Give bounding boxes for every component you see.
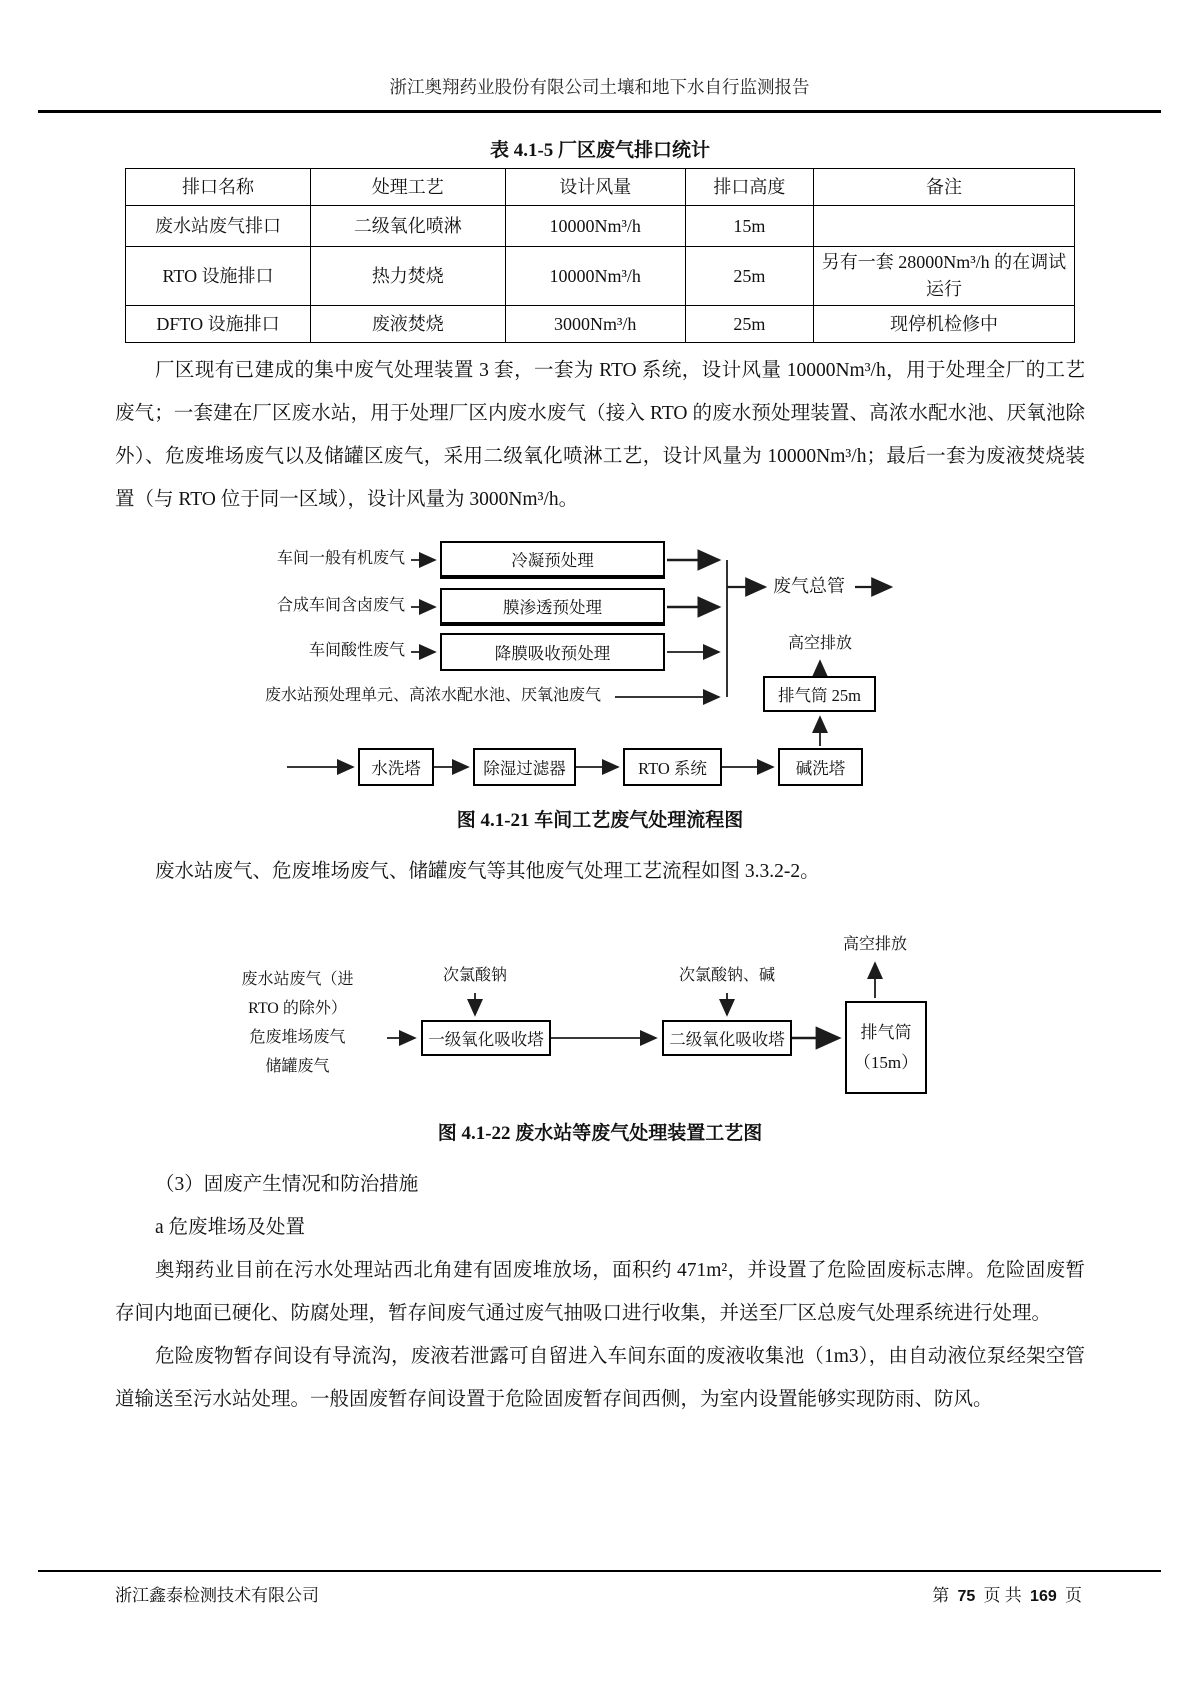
table-header-row <box>126 169 1075 206</box>
process-box-second-oxidation-tower: 二级氧化吸收塔 <box>662 1020 792 1056</box>
table-cell: 25m <box>685 306 813 343</box>
table-cell: 二级氧化喷淋 <box>311 206 506 247</box>
table-cell: 25m <box>685 247 813 306</box>
table-row <box>126 247 1075 306</box>
flow-label-halogen-gas: 合成车间含卤废气 <box>276 597 405 614</box>
table-cell: 10000Nm³/h <box>505 247 685 306</box>
footer-page-prefix: 第 <box>932 1586 950 1605</box>
process-box-falling-film-absorption: 降膜吸收预处理 <box>440 633 665 671</box>
flow-label-high-altitude-discharge: 高空排放 <box>787 635 852 652</box>
flow-label-acid-gas: 车间酸性废气 <box>308 642 405 659</box>
table-cell: 热力焚烧 <box>311 247 506 306</box>
table-cell: 15m <box>685 206 813 247</box>
table-row <box>126 306 1075 343</box>
footer-company: 浙江鑫泰检测技术有限公司 <box>115 1586 319 1605</box>
table-header-cell: 处理工艺 <box>311 169 506 206</box>
paragraph-other-gas: 废水站废气、危废堆场废气、储罐废气等其他废气处理工艺流程如图 3.3.2-2。 <box>154 861 820 882</box>
page-footer <box>38 1570 1161 1606</box>
table-header-cell: 排口名称 <box>126 169 311 206</box>
stack-label-line: 排气筒 <box>860 1022 912 1042</box>
flow-diagram-wastewater-station-gas <box>115 901 1085 1111</box>
figure2-caption: 图 4.1-22 废水站等废气处理装置工艺图 <box>437 1123 763 1144</box>
table-header-cell: 设计风量 <box>505 169 685 206</box>
table-cell: RTO 设施排口 <box>126 247 311 306</box>
report-title: 浙江奥翔药业股份有限公司土壤和地下水自行监测报告 <box>389 77 810 97</box>
footer-page-info <box>930 1581 1084 1606</box>
heading-hazardous-waste: a 危废堆场及处置 <box>154 1217 305 1238</box>
process-box-membrane-pretreatment: 膜渗透预处理 <box>440 588 665 626</box>
stack-label-line: （15m） <box>853 1052 919 1072</box>
paragraph-temporary-storage: 危险废物暂存间设有导流沟，废液若泄露可自留进入车间东面的废液收集池（1m3），由自动液位泵经架空管道输送至污水站处理。一般固废暂存间设置于危险固废暂存间西侧，为室内设置能够实现防雨、防风。 <box>115 1346 1085 1410</box>
page-header <box>38 0 1161 113</box>
table-header-cell: 排口高度 <box>685 169 813 206</box>
flow-source-line: 废水站废气（进 <box>241 971 354 988</box>
footer-page-total: 169 <box>1030 1588 1057 1605</box>
heading-solid-waste: （3）固废产生情况和防治措施 <box>154 1174 419 1195</box>
table-cell <box>813 206 1074 247</box>
table-cell: 另有一套 28000Nm³/h 的在调试运行 <box>813 247 1074 306</box>
flow-source-label-block <box>210 965 385 1081</box>
table-cell: 10000Nm³/h <box>505 206 685 247</box>
footer-page-middle: 页 共 <box>983 1586 1022 1605</box>
process-box-rto-system: RTO 系统 <box>623 748 722 786</box>
footer-page-suffix: 页 <box>1065 1586 1082 1605</box>
paragraph-overview: 厂区现有已建成的集中废气处理装置 3 套，一套为 RTO 系统，设计风量 10000Nm³/h，用于处理全厂的工艺废气；一套建在厂区废水站，用于处理厂区内废水废气（接入 RTO 的废水预处理装置、高浓水配水池、厌氧池除外）、危废堆场废气以及储罐区废气，采用二级氧化喷淋工艺，设计风量为 10000Nm³/h；最后一套为废液焚烧装置（与 RTO 位于同一区域），设计风量为 3000Nm³/h。 <box>115 360 1085 510</box>
flow-source-line: 储罐废气 <box>265 1058 330 1075</box>
flow-source-line: RTO 的除外） <box>248 1000 347 1017</box>
flow-label-naclo-dosing: 次氯酸钠 <box>442 967 507 984</box>
table-cell: DFTO 设施排口 <box>126 306 311 343</box>
table-header-cell: 备注 <box>813 169 1074 206</box>
table-cell: 废液焚烧 <box>311 306 506 343</box>
process-box-stack-15m <box>845 1001 927 1094</box>
process-box-stack-25m: 排气筒 25m <box>763 676 876 712</box>
footer-page-number: 75 <box>957 1588 976 1605</box>
figure1-caption: 图 4.1-21 车间工艺废气处理流程图 <box>456 810 744 831</box>
process-box-dehumid-filter: 除湿过滤器 <box>473 748 576 786</box>
flow-source-line: 危废堆场废气 <box>249 1029 346 1046</box>
exhaust-outlet-table <box>125 168 1075 343</box>
flow-label-main-gas-pipe: 废气总管 <box>773 576 845 596</box>
process-box-alkali-scrubber: 碱洗塔 <box>778 748 863 786</box>
table-title: 表 4.1-5 厂区废气排口统计 <box>489 140 711 161</box>
process-box-condensation-pretreatment: 冷凝预处理 <box>440 541 665 579</box>
table-cell: 3000Nm³/h <box>505 306 685 343</box>
flow-label-naclo-alkali-dosing: 次氯酸钠、碱 <box>678 967 775 984</box>
process-box-first-oxidation-tower: 一级氧化吸收塔 <box>421 1020 551 1056</box>
process-box-water-scrubber: 水洗塔 <box>358 748 434 786</box>
paragraph-solid-waste-yard: 奥翔药业目前在污水处理站西北角建有固废堆放场，面积约 471m²，并设置了危险固废标志牌。危险固废暂存间内地面已硬化、防腐处理，暂存间废气通过废气抽吸口进行收集，并送至厂区总废气处理系统进行处理。 <box>115 1260 1085 1324</box>
flow-diagram-workshop-waste-gas <box>115 521 1085 801</box>
flow-label-high-altitude-discharge: 高空排放 <box>842 936 907 953</box>
table-row <box>126 206 1075 247</box>
flow-label-organic-gas: 车间一般有机废气 <box>276 550 405 567</box>
flow-label-wastewater-units-gas: 废水站预处理单元、高浓水配水池、厌氧池废气 <box>265 687 602 704</box>
table-cell: 现停机检修中 <box>813 306 1074 343</box>
page-content <box>115 135 1085 1421</box>
table-cell: 废水站废气排口 <box>126 206 311 247</box>
